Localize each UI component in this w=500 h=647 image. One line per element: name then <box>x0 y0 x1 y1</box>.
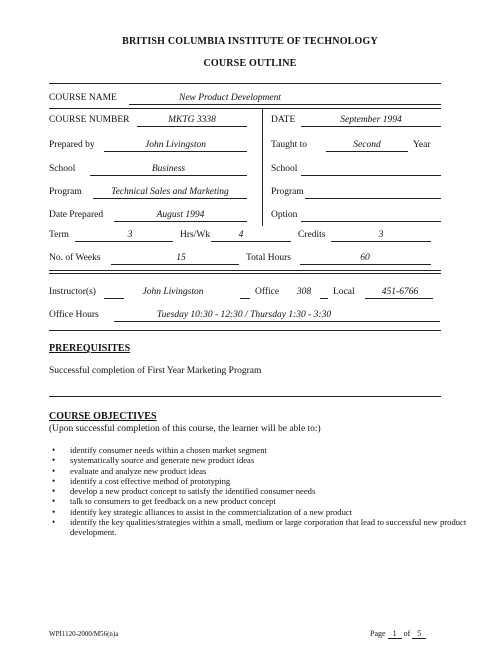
section-rule-4 <box>49 396 441 397</box>
right-program-label: Program <box>271 187 304 197</box>
school-label: School <box>49 164 76 174</box>
program-line <box>93 198 247 199</box>
instructor-value: John Livingston <box>142 287 204 297</box>
option-label: Option <box>271 210 298 220</box>
instructor-line-a <box>104 298 124 299</box>
option-line <box>301 221 441 222</box>
column-divider <box>262 108 263 226</box>
term-line <box>75 241 173 242</box>
total-hours-label: Total Hours <box>246 253 291 263</box>
credits-label: Credits <box>298 230 326 240</box>
course-name-rule <box>49 108 441 109</box>
taught-to-line <box>326 151 408 152</box>
term-value: 3 <box>127 230 133 240</box>
weeks-value: 15 <box>176 253 186 263</box>
top-rule <box>49 83 441 84</box>
weeks-line <box>111 264 239 265</box>
list-item: • evaluate and analyze new product ideas <box>49 466 469 476</box>
date-label: DATE <box>271 115 296 125</box>
program-value: Technical Sales and Marketing <box>111 187 229 197</box>
local-line <box>365 298 433 299</box>
course-name-value: New Product Development <box>178 93 281 103</box>
list-item: • systematically source and generate new product ideas <box>49 455 469 465</box>
list-item: • identify the key qualities/strategies within a small, medium or large corporation that lead to successful new product development. <box>49 517 469 538</box>
instructor-line-b <box>240 298 250 299</box>
document-title: COURSE OUTLINE <box>203 58 297 69</box>
date-prepared-label: Date Prepared <box>49 210 104 220</box>
prepared-by-line <box>104 151 247 152</box>
right-school-label: School <box>271 164 298 174</box>
hrs-wk-value: 4 <box>238 230 244 240</box>
office-label: Office <box>255 287 280 297</box>
list-item: • identify a cost effective method of prototyping <box>49 476 469 486</box>
school-line <box>90 175 247 176</box>
year-label: Year <box>413 140 431 150</box>
page-indicator <box>370 629 426 639</box>
list-item: • identify consumer needs within a chosen market segment <box>49 445 469 455</box>
hrs-wk-line <box>211 241 291 242</box>
office-hours-line <box>114 321 440 322</box>
right-program-line <box>305 198 441 199</box>
section-rule-1 <box>49 270 441 271</box>
credits-line <box>331 241 431 242</box>
term-label: Term <box>49 230 69 240</box>
hrs-wk-label: Hrs/Wk <box>180 230 211 240</box>
prepared-by-label: Prepared by <box>49 140 95 150</box>
local-label: Local <box>333 287 355 297</box>
objectives-heading: COURSE OBJECTIVES <box>49 411 157 422</box>
credits-value: 3 <box>378 230 384 240</box>
office-line <box>320 298 328 299</box>
of-label: of <box>403 629 411 638</box>
objectives-list <box>49 445 469 538</box>
page-total: 5 <box>412 629 426 639</box>
institution-title: BRITISH COLUMBIA INSTITUTE OF TECHNOLOGY <box>122 36 378 47</box>
office-value: 308 <box>296 287 312 297</box>
date-line <box>301 126 441 127</box>
course-name-line <box>129 104 441 105</box>
weeks-label: No. of Weeks <box>49 253 101 263</box>
date-value: September 1994 <box>340 115 402 125</box>
list-item: • develop a new product concept to satisfy the identified consumer needs <box>49 486 469 496</box>
form-code: WPI1120-2000/M56(n)a <box>49 630 119 638</box>
course-name-label: COURSE NAME <box>49 93 117 103</box>
prepared-by-value: John Livingston <box>145 140 206 150</box>
section-rule-3 <box>49 330 441 331</box>
page-number: 1 <box>388 629 402 639</box>
office-hours-label: Office Hours <box>49 310 99 320</box>
objectives-intro: (Upon successful completion of this course, the learner will be able to:) <box>49 424 321 434</box>
list-item: • identify key strategic alliances to assist in the commercialization of a new product <box>49 507 469 517</box>
list-item: • talk to consumers to get feedback on a new product concept <box>49 496 469 506</box>
taught-to-label: Taught to <box>271 140 308 150</box>
page-label: Page <box>370 629 386 638</box>
total-hours-value: 60 <box>360 253 370 263</box>
local-value: 451-6766 <box>381 287 419 297</box>
instructor-label: Instructor(s) <box>49 287 96 297</box>
date-prepared-value: August 1994 <box>156 210 205 220</box>
course-number-label: COURSE NUMBER <box>49 115 130 125</box>
taught-to-value: Second <box>353 140 381 150</box>
date-prepared-line <box>114 221 247 222</box>
right-school-line <box>301 175 441 176</box>
total-hours-line <box>300 264 431 265</box>
school-value: Business <box>151 164 186 174</box>
program-label: Program <box>49 187 82 197</box>
course-number-value: MKTG 3338 <box>168 115 216 125</box>
office-hours-value: Tuesday 10:30 - 12:30 / Thursday 1:30 - 3:30 <box>156 310 332 320</box>
course-number-line <box>137 126 247 127</box>
prerequisites-heading: PREREQUISITES <box>49 343 131 354</box>
section-rule-2 <box>49 273 441 274</box>
prerequisites-text: Successful completion of First Year Marketing Program <box>49 366 262 376</box>
